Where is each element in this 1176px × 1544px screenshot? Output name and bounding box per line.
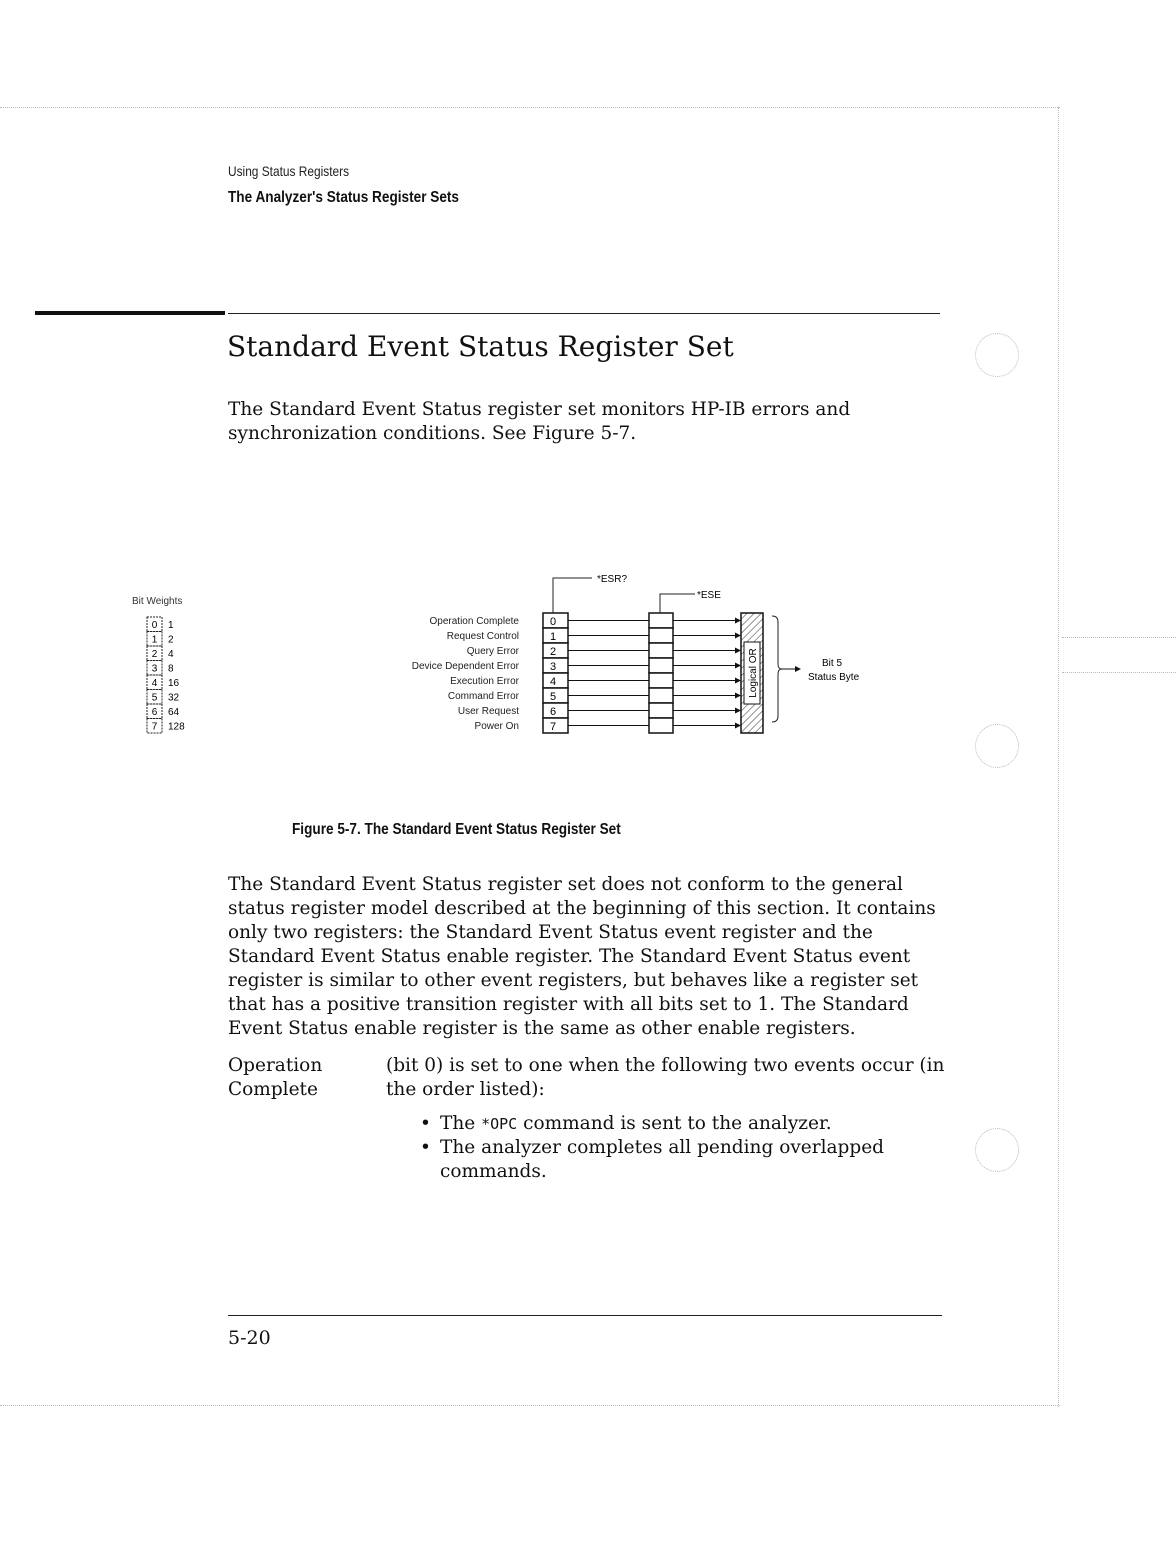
event-label: Device Dependent Error: [411, 661, 519, 672]
bit-weight-value: 32: [168, 692, 180, 704]
event-label: Command Error: [447, 691, 519, 702]
bit-weight-index: 4: [151, 678, 158, 689]
scan-border-right: [1058, 107, 1059, 1407]
ese-bit-cell: [649, 613, 673, 628]
esr-bit-number: 5: [549, 691, 557, 703]
scan-mark: [1062, 637, 1176, 638]
ese-bit-cell: [649, 628, 673, 643]
section-rule: [228, 313, 940, 314]
event-label: Operation Complete: [429, 616, 519, 627]
bullet-text: command is sent to the analyzer.: [517, 1113, 832, 1134]
logical-or-label: Logical OR: [748, 648, 759, 698]
bit-weight-value: 2: [168, 634, 174, 646]
event-label: Execution Error: [450, 676, 519, 687]
esr-bit-number: 4: [549, 676, 557, 688]
bit-weights-label: Bit Weights: [132, 596, 183, 607]
esr-bit-number: 1: [549, 631, 557, 643]
bit-weight-index: 3: [151, 663, 158, 675]
esr-bit-number: 2: [549, 646, 557, 658]
esr-query-label: *ESR?: [597, 574, 628, 585]
bit-weight-index: 6: [151, 707, 158, 718]
esr-bit-number: 3: [549, 661, 557, 673]
code-opc: *OPC: [481, 1115, 518, 1133]
page-number: 5-20: [228, 1327, 271, 1349]
punch-hole: [975, 1128, 1019, 1172]
bit-weight-value: 1: [168, 620, 174, 631]
event-label: Query Error: [466, 646, 519, 657]
bit-weight-index: 7: [151, 721, 158, 733]
event-label: Power On: [474, 721, 519, 732]
ese-bit-cell: [649, 658, 673, 673]
event-label: User Request: [457, 706, 519, 717]
bit-weight-index: 2: [151, 649, 158, 660]
output-status-byte-label: Status Byte: [808, 672, 860, 683]
definition-bullets: [420, 1112, 890, 1184]
register-diagram: [100, 560, 860, 750]
bit-weight-index: 1: [151, 634, 158, 646]
ese-bit-cell: [649, 703, 673, 718]
figure-caption: Figure 5-7. The Standard Event Status Register Set: [292, 821, 621, 838]
bit-weight-value: 64: [168, 707, 180, 718]
brace: [772, 616, 782, 722]
bullet-item: [420, 1112, 890, 1136]
intro-paragraph: The Standard Event Status register set monitors HP-IB errors and synchronization conditions. See Figure 5-7.: [228, 399, 851, 444]
ese-bit-cell: [649, 673, 673, 688]
running-header-section: Using Status Registers: [228, 163, 350, 179]
punch-hole: [975, 724, 1019, 768]
section-title: Standard Event Status Register Set: [227, 330, 734, 363]
footer-rule: [228, 1315, 942, 1316]
scan-border-top: [0, 107, 1060, 108]
bit-weight-index: 0: [151, 620, 158, 631]
esr-query-leader: [553, 578, 592, 613]
event-label: Request Control: [446, 631, 519, 642]
bit-weight-value: 8: [168, 663, 174, 675]
punch-hole: [975, 333, 1019, 377]
scan-border-bottom: [0, 1405, 1060, 1406]
bit-weight-value: 4: [168, 649, 174, 660]
ese-bit-cell: [649, 643, 673, 658]
scan-mark: [1062, 672, 1176, 673]
output-bit-label: Bit 5: [822, 658, 843, 669]
ese-command-leader: [660, 594, 695, 613]
esr-bit-number: 7: [549, 721, 557, 733]
section-bar: [35, 311, 225, 315]
body-paragraph: The Standard Event Status register set does not conform to the general status register model described at the beginning of this section. It contains only two registers: the Standard Event Status event register and the Standard Event Status enable register. The Standard Event Status event register is similar to other event registers, but behaves like a register set that has a positive transition register with all bits set to 1. The Standard Event Status enable register is the same as other enable registers.: [228, 874, 936, 1039]
bit-weight-value: 128: [168, 721, 185, 733]
bullet-item: [420, 1136, 890, 1184]
esr-bit-number: 6: [549, 706, 557, 718]
definition-desc: (bit 0) is set to one when the following two events occur (in the order listed):: [386, 1055, 945, 1100]
bullet-text: The: [440, 1113, 482, 1134]
definition-term: Operation Complete: [228, 1055, 323, 1100]
ese-bit-cell: [649, 688, 673, 703]
bit-weight-index: 5: [151, 692, 158, 704]
esr-bit-number: 0: [549, 616, 557, 628]
ese-command-label: *ESE: [697, 590, 721, 601]
running-header-subsection: The Analyzer's Status Register Sets: [228, 189, 459, 206]
bullet-text: The analyzer completes all pending overlapped commands.: [440, 1137, 884, 1182]
ese-bit-cell: [649, 718, 673, 733]
bit-weight-value: 16: [168, 678, 180, 689]
